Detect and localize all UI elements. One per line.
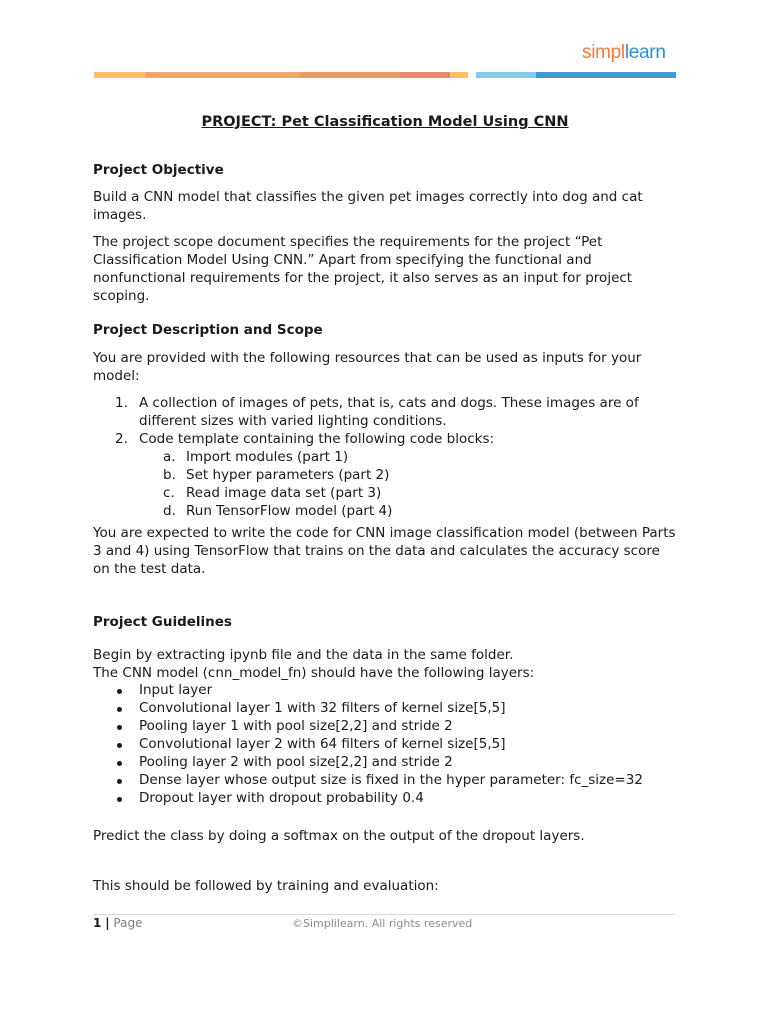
guidelines-paragraph-1: Begin by extracting ipynb file and the data in the same folder. — [93, 647, 514, 663]
list-text: A collection of images of pets, that is, cats and dogs. These images are of different sizes with varied lighting conditions. — [139, 395, 639, 429]
list-text: Read image data set (part 3) — [186, 484, 382, 501]
page-title: PROJECT: Pet Classification Model Using CNN — [201, 114, 569, 130]
bullet-icon — [117, 707, 122, 712]
footer-divider — [93, 914, 675, 915]
code-block-list — [139, 449, 677, 521]
bullet-icon — [117, 743, 122, 748]
header-color-bar — [94, 72, 676, 78]
list-item — [139, 485, 677, 503]
bar-seg-7 — [476, 72, 536, 78]
page-label: Page — [113, 916, 143, 930]
guidelines-heading: Project Guidelines — [93, 614, 232, 630]
list-letter: d. — [163, 502, 176, 519]
bar-seg-3 — [300, 72, 400, 78]
bullet-icon — [117, 779, 122, 784]
footer-page-number — [93, 916, 142, 932]
list-letter: a. — [163, 448, 176, 465]
guidelines-paragraph-4: This should be followed by training and evaluation: — [93, 878, 439, 894]
list-item — [93, 718, 677, 736]
list-item — [93, 431, 677, 521]
list-text: Dropout layer with dropout probability 0.4 — [139, 789, 424, 806]
list-text: Input layer — [139, 682, 213, 698]
simplilearn-logo — [582, 40, 666, 65]
list-item — [93, 790, 677, 808]
list-text: Pooling layer 2 with pool size[2,2] and stride 2 — [139, 753, 453, 770]
list-number: 2. — [115, 430, 128, 447]
guidelines-paragraph-3: Predict the class by doing a softmax on the output of the dropout layers. — [93, 828, 585, 844]
list-item — [93, 700, 677, 718]
list-text: Convolutional layer 1 with 32 filters of kernel size[5,5] — [139, 699, 506, 716]
bar-seg-5 — [450, 72, 468, 78]
bar-seg-8 — [536, 72, 676, 78]
objective-heading: Project Objective — [93, 162, 224, 178]
list-text: Convolutional layer 2 with 64 filters of kernel size[5,5] — [139, 735, 506, 752]
description-intro: You are provided with the following resources that can be used as inputs for your model: — [93, 350, 642, 384]
list-text: Pooling layer 1 with pool size[2,2] and stride 2 — [139, 717, 453, 734]
page-separator: | — [105, 916, 110, 930]
list-number: 1. — [115, 395, 128, 411]
bullet-icon — [117, 797, 122, 802]
bullet-icon — [117, 761, 122, 766]
list-letter: b. — [163, 466, 176, 483]
list-text: Dense layer whose output size is fixed in the hyper parameter: fc_size=32 — [139, 771, 643, 788]
bar-seg-2 — [146, 72, 300, 78]
bullet-icon — [117, 725, 122, 730]
resource-list — [93, 395, 677, 521]
logo-tail: learn — [624, 42, 666, 63]
objective-paragraph-2: The project scope document specifies the requirements for the project “Pet Classification Model Using CNN.” Apart from specifying the functional and nonfunctional requirements for the project, it also serves as an input for project scoping. — [93, 234, 633, 304]
bar-seg-6 — [468, 72, 476, 78]
list-item — [93, 682, 677, 700]
footer-copyright: ©Simplilearn. All rights reserved — [292, 917, 473, 930]
list-text: Code template containing the following code blocks: — [139, 430, 495, 447]
list-item — [139, 467, 677, 485]
bar-seg-1 — [94, 72, 146, 78]
bullet-icon — [117, 689, 122, 694]
logo-main: simpl — [582, 42, 625, 63]
bar-seg-4 — [400, 72, 450, 78]
list-letter: c. — [163, 484, 175, 501]
list-item — [93, 736, 677, 754]
list-text: Set hyper parameters (part 2) — [186, 466, 390, 483]
list-item — [93, 772, 677, 790]
guidelines-paragraph-2: The CNN model (cnn_model_fn) should have the following layers: — [93, 665, 535, 681]
page-number: 1 — [93, 916, 102, 930]
layer-bullet-list — [93, 682, 677, 808]
objective-paragraph-1: Build a CNN model that classifies the given pet images correctly into dog and cat images. — [93, 189, 643, 223]
list-text: Run TensorFlow model (part 4) — [186, 502, 393, 519]
list-item — [93, 395, 677, 431]
list-text: Import modules (part 1) — [186, 448, 349, 465]
description-heading: Project Description and Scope — [93, 322, 323, 338]
list-item — [139, 503, 677, 521]
list-item — [93, 754, 677, 772]
list-item — [139, 449, 677, 467]
description-outro: You are expected to write the code for CNN image classification model (between Parts 3 and 4) using TensorFlow that trains on the data and calculates the accuracy score on the test data. — [93, 525, 676, 577]
